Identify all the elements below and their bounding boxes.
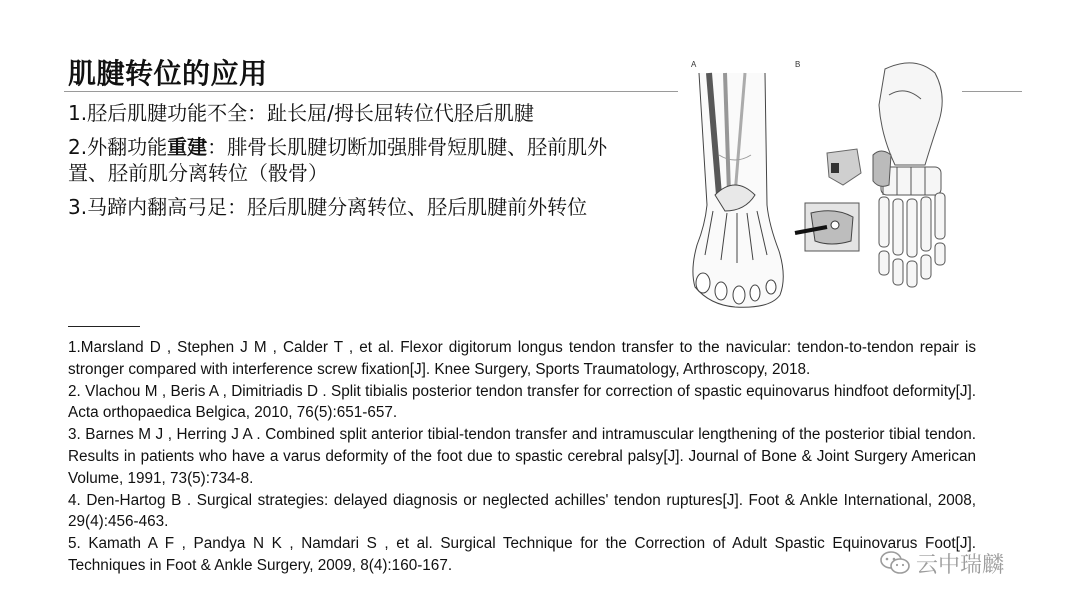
leg-anterior-view: [693, 73, 783, 307]
bullet-point-2-rest: ：腓骨长肌腱切断加强腓骨短肌腱、胫前肌外置、胫前肌分离转位（骰骨）: [68, 135, 608, 185]
reference-item: 4. Den-Hartog B . Surgical strategies: delayed diagnosis or neglected achilles' tendon ruptures[J]. Foot & Ankle International, 2008, 29(4):456-463.: [68, 491, 976, 531]
bullet-point-2: [68, 134, 638, 186]
figure-label-b: B: [795, 60, 801, 69]
foot-illustration: [685, 55, 960, 313]
references-divider: [68, 326, 140, 327]
bone-tunnel-inset: [795, 149, 861, 251]
slide-title: 肌腱转位的应用: [68, 57, 268, 90]
watermark-text: 云中瑞麟: [916, 552, 1005, 578]
watermark: [880, 543, 1004, 583]
references-list: [68, 337, 976, 577]
title-underline: [64, 91, 678, 92]
reference-item: 2. Vlachou M , Beris A , Dimitriadis D . Split tibialis posterior tendon transfer for correction of spastic equinovarus hindfoot deformity[J]. Acta orthopaedica Belgica, 2010, 76(5):651-657.: [68, 382, 976, 422]
title-underline-right: [962, 91, 1022, 92]
bullet-point-2-prefix: 2.外翻功能: [68, 135, 168, 159]
foot-skeleton-view: [873, 63, 945, 287]
bullet-list: [68, 100, 638, 228]
wechat-icon: [880, 550, 910, 576]
reference-item: 1.Marsland D , Stephen J M , Calder T , et al. Flexor digitorum longus tendon transfer to the navicular: tendon-to-tendon repair is stronger compared with interference screw fixation[J]. Knee Surgery, Sports Traumatology, Arthroscopy, 2018.: [68, 339, 976, 378]
bullet-point-2-bold: 重建: [167, 135, 208, 159]
reference-item: 3. Barnes M J , Herring J A . Combined split anterior tibial-tendon transfer and intramuscular lengthening of the posterior tibial tendon. Results in patients who have a varus deformity of the foot due to spastic cerebral palsy[J]. Journal of Bone & Joint Surgery American Volume, 1991, 73(5):734-8.: [68, 426, 976, 487]
figure-label-a: A: [691, 60, 697, 69]
bullet-point-1: 1.胫后肌腱功能不全：趾长屈/拇长屈转位代胫后肌腱: [68, 101, 534, 125]
reference-item: 5. Kamath A F , Pandya N K , Namdari S , et al. Surgical Technique for the Correction of Adult Spastic Equinovarus Foot[J]. Techniques in Foot & Ankle Surgery, 2009, 8(4):160-167.: [68, 535, 976, 574]
anatomy-figure: [685, 55, 960, 313]
bullet-point-3: 3.马蹄内翻高弓足：胫后肌腱分离转位、胫后肌腱前外转位: [68, 195, 588, 219]
